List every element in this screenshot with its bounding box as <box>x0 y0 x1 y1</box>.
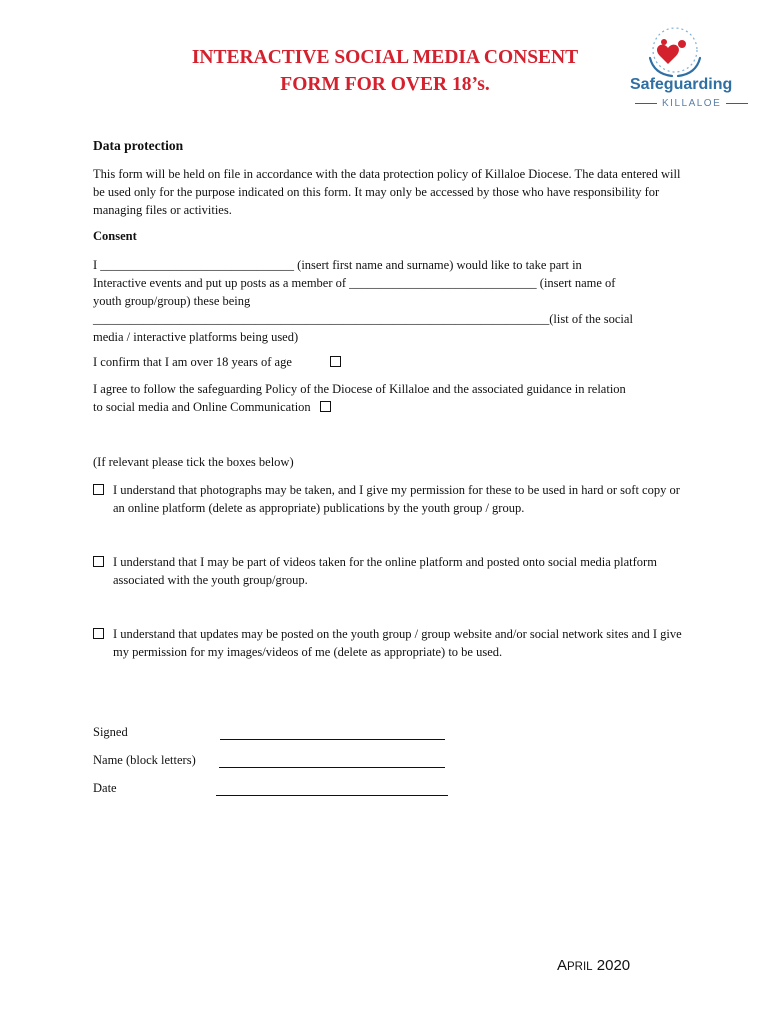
policy-agree-row <box>93 380 693 416</box>
consent-line-1: I _______________________________ (insert first name and surname) would like to take part in <box>93 258 582 272</box>
updates-consent-text: I understand that updates may be posted on the youth group / group website and/or social network sites and I give my permission for my images/videos of me (delete as appropriate) to be used. <box>113 627 682 659</box>
logo-sub-text: KILLALOE <box>662 98 722 109</box>
logo-dash-left <box>635 103 657 104</box>
footer-date <box>557 957 630 974</box>
logo-wordmark: Safeguarding <box>630 76 733 93</box>
name-label: Name (block letters) <box>93 753 196 767</box>
policy-agree-checkbox[interactable] <box>320 401 331 412</box>
footer-month-rest: PRIL <box>567 961 593 973</box>
photo-consent-checkbox[interactable] <box>93 484 104 495</box>
photo-consent-text: I understand that photographs may be taken, and I give my permission for these to be used in hard or soft copy or an online platform (delete as appropriate) publications by the youth group / group. <box>113 483 680 515</box>
name-field[interactable] <box>219 767 445 768</box>
age-confirm-row <box>93 353 683 371</box>
age-confirm-label: I confirm that I am over 18 years of age <box>93 355 292 369</box>
policy-agree-line-2: to social media and Online Communication <box>93 400 311 414</box>
title-line-2: FORM FOR OVER 18’s. <box>280 74 490 95</box>
consent-line-4: _________________________________________________________________________(list of the social <box>93 312 633 326</box>
date-field[interactable] <box>216 795 448 796</box>
logo-subtitle <box>630 98 753 109</box>
optional-intro: (If relevant please tick the boxes below) <box>93 455 294 469</box>
consent-heading: Consent <box>93 229 137 243</box>
list-item <box>93 625 683 661</box>
consent-line-3: youth group/group) these being <box>93 294 251 308</box>
policy-agree-line-1: I agree to follow the safeguarding Policy of the Diocese of Killaloe and the associated guidance in relation <box>93 382 626 396</box>
title-line-1: INTERACTIVE SOCIAL MEDIA CONSENT <box>191 47 579 68</box>
form-title <box>130 44 640 98</box>
date-label: Date <box>93 781 117 795</box>
data-protection-body: This form will be held on file in accordance with the data protection policy of Killaloe Diocese. The data entered will be used only for the purpose indicated on this form. It may only be accessed by those who have responsibility for managing files or activities. <box>93 167 681 217</box>
list-item <box>93 553 683 589</box>
signed-field[interactable] <box>220 739 445 740</box>
consent-line-2: Interactive events and put up posts as a member of ______________________________ (insert name of <box>93 276 616 290</box>
updates-consent-checkbox[interactable] <box>93 628 104 639</box>
logo-dash-right <box>726 103 748 104</box>
consent-line-5: media / interactive platforms being used) <box>93 330 299 344</box>
age-confirm-checkbox[interactable] <box>330 356 341 367</box>
signed-label: Signed <box>93 725 128 739</box>
video-consent-checkbox[interactable] <box>93 556 104 567</box>
footer-month-initial: A <box>557 957 568 974</box>
footer-year: 2020 <box>596 957 631 974</box>
video-consent-text: I understand that I may be part of videos taken for the online platform and posted onto social media platform associated with the youth group/group. <box>113 555 657 587</box>
consent-statement <box>93 256 693 346</box>
list-item <box>93 481 683 517</box>
data-protection-heading: Data protection <box>93 138 184 153</box>
